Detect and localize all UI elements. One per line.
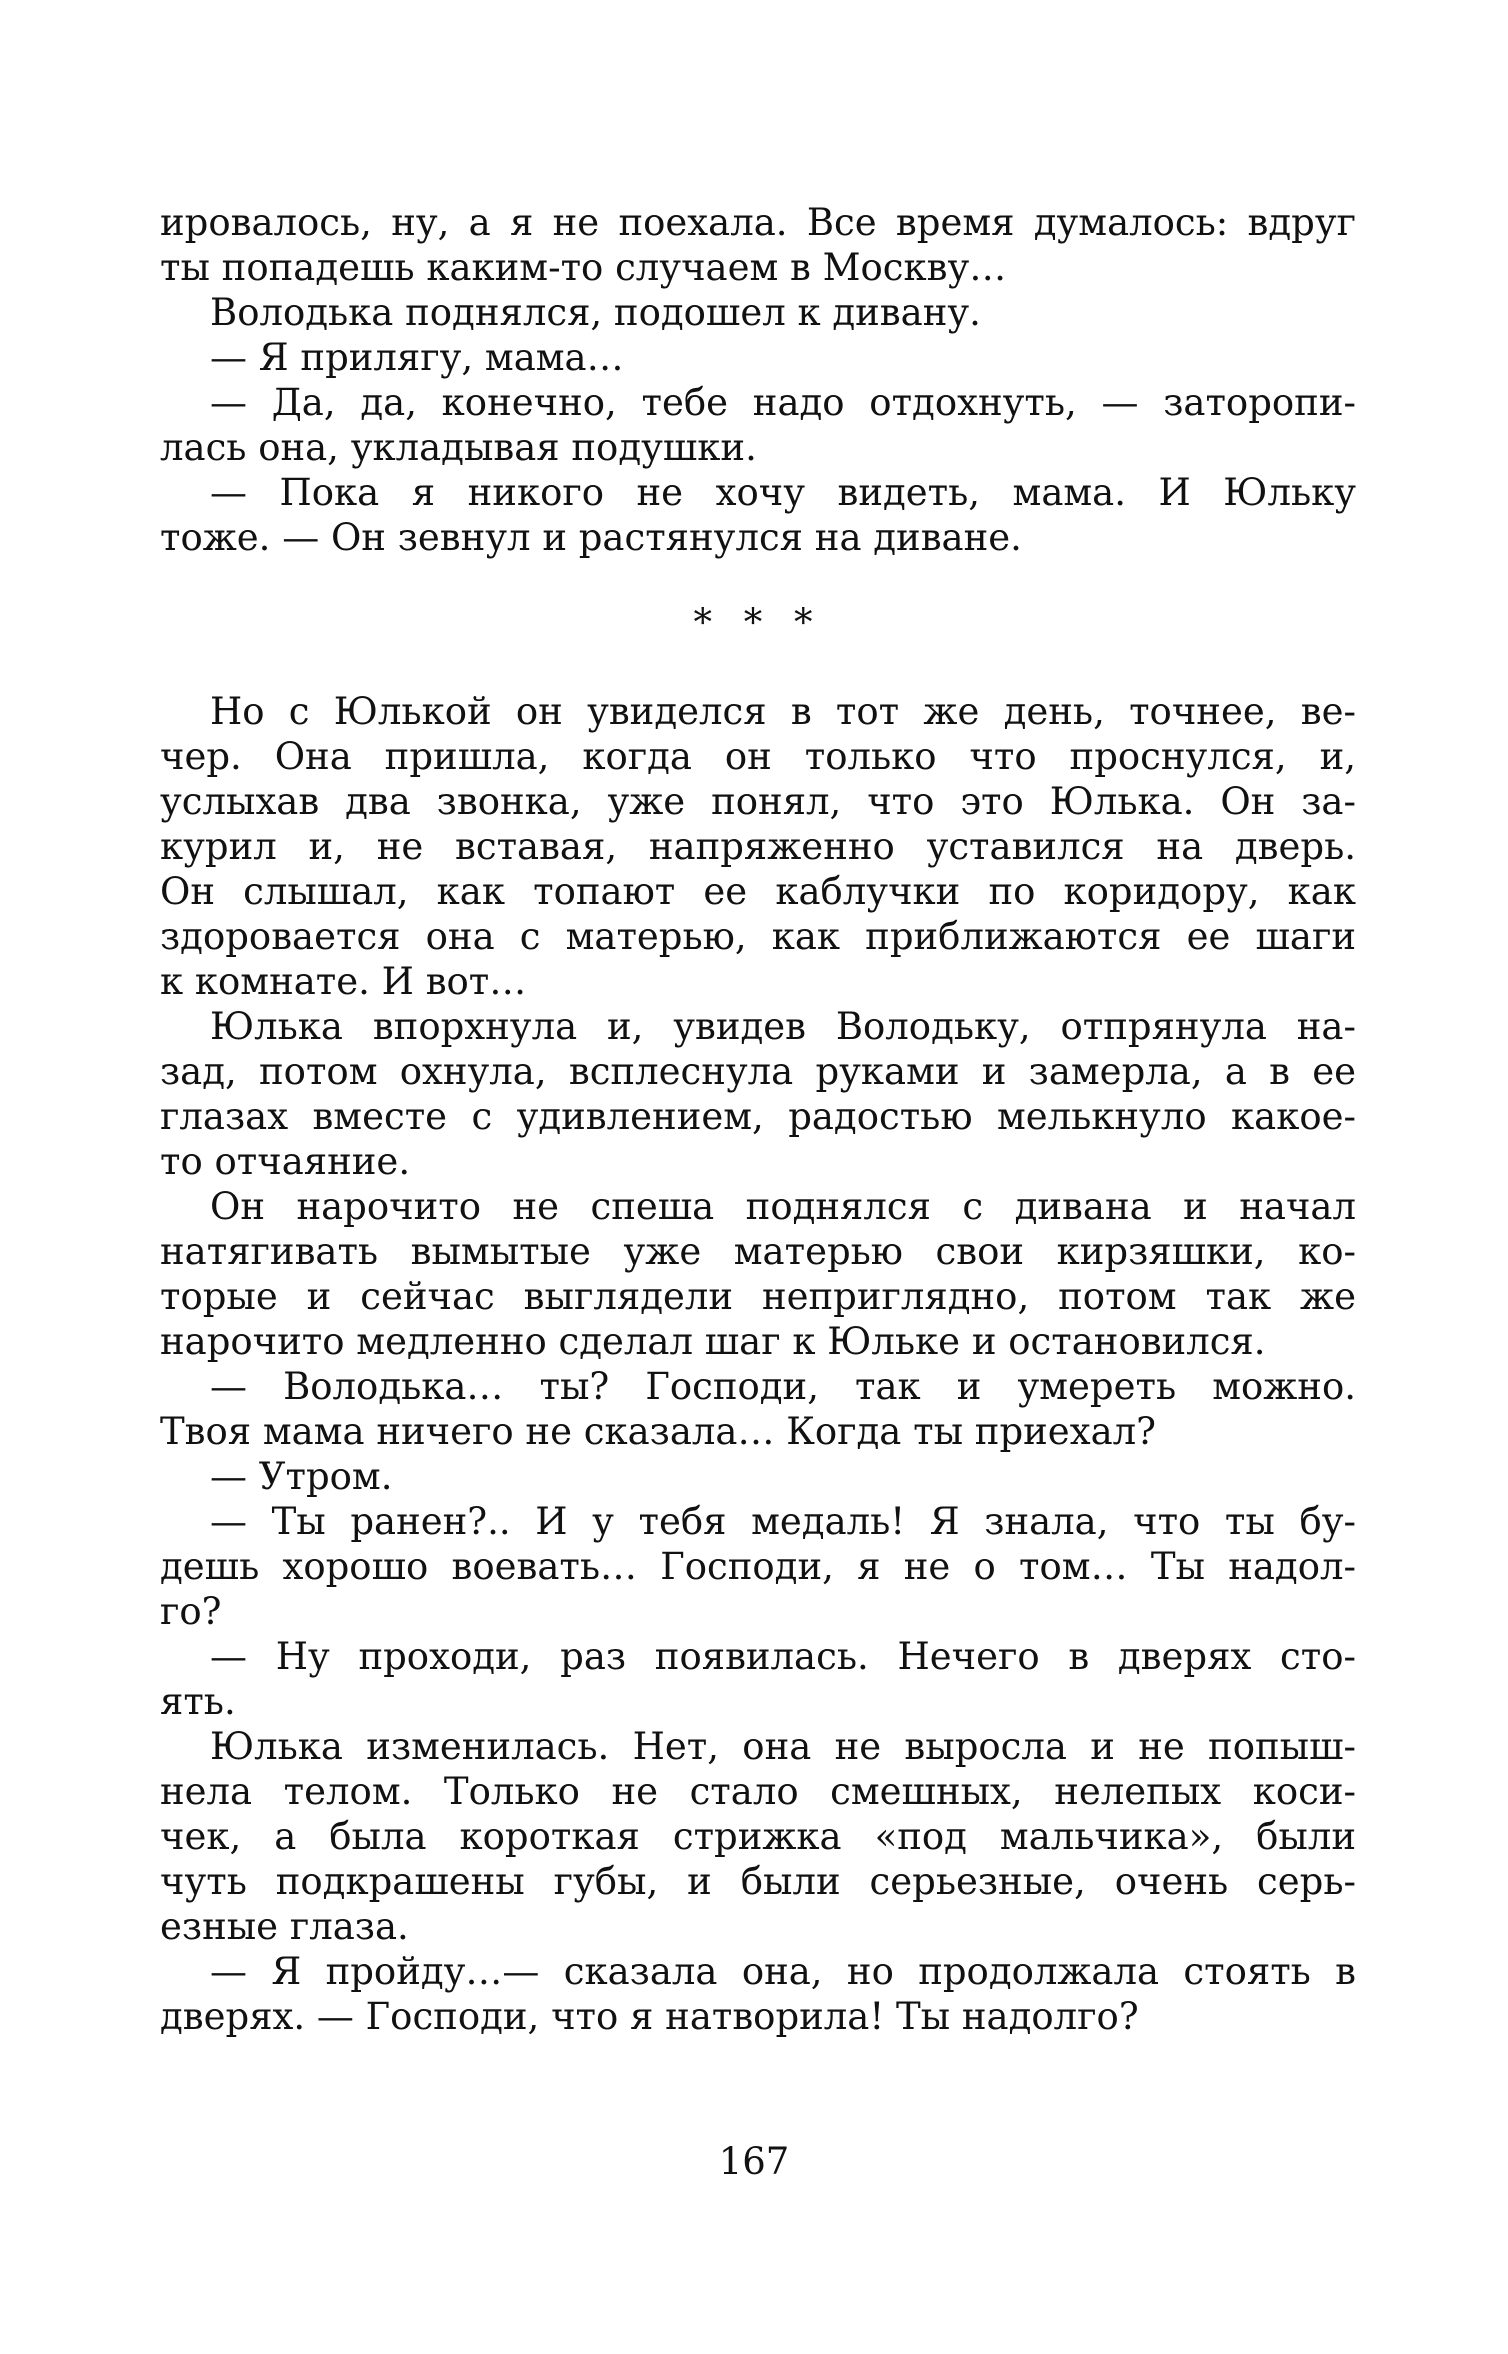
text-line: чуть подкрашены губы, и были серьезные, очень серь- [160, 1860, 1356, 1903]
text-line: торые и сейчас выглядели неприглядно, потом так же [160, 1275, 1356, 1318]
text-line: Он слышал, как топают ее каблучки по коридору, как [160, 870, 1356, 913]
text-line: чек, а была короткая стрижка «под мальчика», были [160, 1815, 1356, 1858]
text-line: — Ну проходи, раз появилась. Нечего в дверях сто- [210, 1635, 1356, 1678]
text-line: дверях. — Господи, что я натворила! Ты надолго? [160, 1995, 1139, 2038]
page-number: 167 [718, 2140, 790, 2183]
book-page [160, 200, 1356, 2039]
text-line: к комнате. И вот… [160, 960, 527, 1003]
text-line: езные глаза. [160, 1905, 409, 1948]
text-line: то отчаяние. [160, 1140, 411, 1183]
text-line: Юлька впорхнула и, увидев Володьку, отпрянула на- [210, 1005, 1356, 1048]
text-line: — Утром. [210, 1455, 393, 1498]
text-line: чер. Она пришла, когда он только что проснулся, и, [160, 735, 1356, 778]
text-line: натягивать вымытые уже матерью свои кирзяшки, ко- [160, 1230, 1356, 1273]
text-block-before-separator [160, 200, 1356, 560]
text-line: Твоя мама ничего не сказала… Когда ты приехал? [160, 1410, 1156, 1453]
text-line: Но с Юлькой он увиделся в тот же день, точнее, ве- [210, 690, 1356, 733]
text-line: Юлька изменилась. Нет, она не выросла и не попыш- [210, 1725, 1356, 1768]
section-separator: * * * [693, 601, 823, 644]
text-line: — Я прилягу, мама… [210, 336, 624, 379]
text-line: — Ты ранен?.. И у тебя медаль! Я знала, что ты бу- [210, 1500, 1356, 1543]
text-line: нела телом. Только не стало смешных, нелепых коси- [160, 1770, 1356, 1813]
text-line: тоже. — Он зевнул и растянулся на диване. [160, 516, 1022, 559]
text-line: нарочито медленно сделал шаг к Юльке и остановился. [160, 1320, 1266, 1363]
text-line: глазах вместе с удивлением, радостью мелькнуло какое- [160, 1095, 1356, 1138]
text-line: услыхав два звонка, уже понял, что это Юлька. Он за- [160, 780, 1356, 823]
text-line: ять. [160, 1680, 236, 1723]
text-line: — Володька… ты? Господи, так и умереть можно. [210, 1365, 1356, 1408]
text-line: — Я пройду…— сказала она, но продолжала стоять в [210, 1950, 1356, 1993]
text-line: — Да, да, конечно, тебе надо отдохнуть, — заторопи- [210, 381, 1356, 424]
text-block-after-separator [160, 689, 1356, 2039]
text-line: лась она, укладывая подушки. [160, 426, 757, 469]
text-line: Он нарочито не спеша поднялся с дивана и начал [210, 1185, 1356, 1228]
text-line: ты попадешь каким-то случаем в Москву… [160, 246, 1007, 289]
text-line: го? [160, 1590, 222, 1633]
text-line: здоровается она с матерью, как приближаются ее шаги [160, 915, 1356, 958]
text-line: дешь хорошо воевать… Господи, я не о том… Ты надол- [160, 1545, 1356, 1588]
text-line: зад, потом охнула, всплеснула руками и замерла, а в ее [160, 1050, 1356, 1093]
text-line: — Пока я никого не хочу видеть, мама. И Юльку [210, 471, 1356, 514]
text-line: курил и, не вставая, напряженно уставился на дверь. [160, 825, 1356, 868]
text-line: ировалось, ну, а я не поехала. Все время думалось: вдруг [160, 201, 1356, 244]
text-line: Володька поднялся, подошел к дивану. [210, 291, 981, 334]
